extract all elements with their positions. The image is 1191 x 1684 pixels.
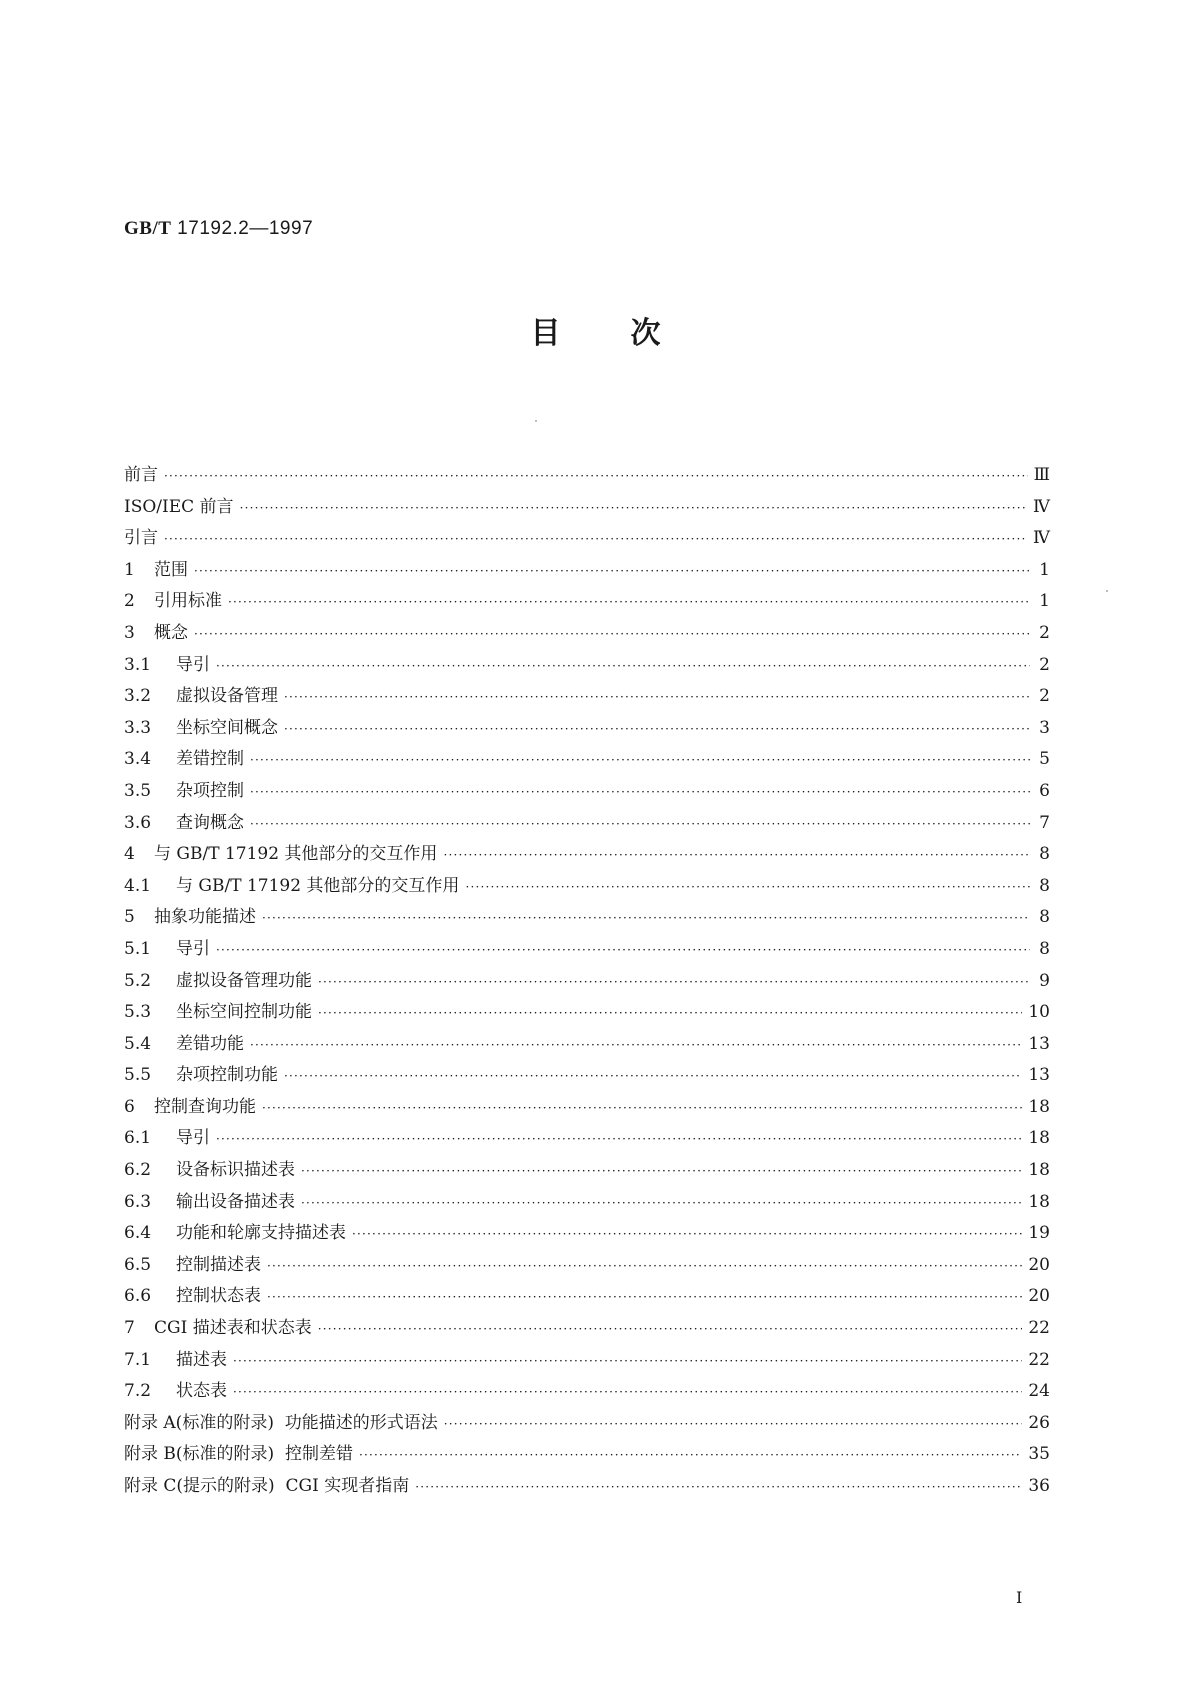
toc-entry-page: 20	[1028, 1286, 1050, 1307]
toc-entry-number: 3.4	[124, 749, 152, 770]
toc-entry-number: 6.4	[124, 1223, 152, 1244]
toc-entry-number: 6.5	[124, 1254, 152, 1275]
toc-entry-page: 1	[1039, 559, 1050, 580]
toc-entry-title: 功能和轮廓支持描述表	[176, 1223, 346, 1244]
toc-entry-number: 4	[124, 844, 135, 865]
toc-entry[interactable]	[124, 1376, 1050, 1408]
toc-leader-dots	[318, 975, 1030, 989]
toc-leader-dots	[301, 1164, 1022, 1178]
toc-entry-title: ISO/IEC 前言	[124, 496, 234, 517]
toc-entry-title: 导引	[176, 1128, 210, 1149]
toc-leader-dots	[352, 1227, 1022, 1241]
toc-leader-dots	[301, 1196, 1022, 1210]
toc-entry-number: 7.2	[124, 1381, 152, 1402]
toc-entry-title: 差错功能	[176, 1033, 244, 1054]
toc-entry-number: 6.2	[124, 1160, 152, 1181]
toc-entry-page: 9	[1039, 970, 1050, 991]
toc-leader-dots	[228, 595, 1030, 609]
toc-entry-number: 5.5	[124, 1065, 152, 1086]
toc-entry-title: 导引	[176, 654, 210, 675]
toc-entry-page: Ⅳ	[1033, 528, 1050, 549]
toc-entry-page: 18	[1028, 1191, 1050, 1212]
toc-entry[interactable]	[124, 839, 1050, 871]
toc-entry[interactable]	[124, 1029, 1050, 1061]
toc-entry[interactable]	[124, 460, 1050, 492]
toc-entry-page: 35	[1028, 1444, 1050, 1465]
toc-leader-dots	[444, 1417, 1023, 1431]
toc-entry-page: 7	[1039, 812, 1050, 833]
toc-entry-number: 3.2	[124, 686, 152, 707]
toc-entry[interactable]	[124, 871, 1050, 903]
toc-entry-title: 与 GB/T 17192 其他部分的交互作用	[154, 844, 438, 865]
toc-entry-number: 3.6	[124, 812, 152, 833]
toc-entry-title: 引用标准	[154, 591, 222, 612]
toc-entry-title: 坐标空间控制功能	[176, 1002, 312, 1023]
toc-entry-number: 5.1	[124, 938, 152, 959]
toc-leader-dots	[284, 1069, 1022, 1083]
toc-entry[interactable]	[124, 681, 1050, 713]
toc-entry-number: 7	[124, 1318, 135, 1339]
toc-entry[interactable]	[124, 1439, 1050, 1471]
toc-entry[interactable]	[124, 618, 1050, 650]
toc-entry-page: 6	[1039, 780, 1050, 801]
toc-leader-dots	[250, 817, 1030, 831]
toc-entry[interactable]	[124, 1250, 1050, 1282]
toc-entry-title: 虚拟设备管理功能	[176, 970, 312, 991]
toc-entry[interactable]	[124, 1281, 1050, 1313]
toc-entry-title: 导引	[176, 938, 210, 959]
toc-entry-number: 6.1	[124, 1128, 152, 1149]
toc-entry[interactable]	[124, 934, 1050, 966]
toc-entry-page: 24	[1028, 1381, 1050, 1402]
toc-leader-dots	[233, 1354, 1022, 1368]
toc-entry-number: 5	[124, 907, 135, 928]
scan-speck	[1106, 590, 1108, 592]
toc-leader-dots	[318, 1322, 1023, 1336]
toc-entry-page: 5	[1039, 749, 1050, 770]
toc-entry[interactable]	[124, 1060, 1050, 1092]
toc-entry[interactable]	[124, 555, 1050, 587]
toc-entry-page: 22	[1028, 1349, 1050, 1370]
toc-entry[interactable]	[124, 650, 1050, 682]
toc-leader-dots	[216, 1132, 1022, 1146]
toc-leader-dots	[465, 880, 1030, 894]
toc-entry-number: 3	[124, 622, 135, 643]
toc-entry-page: 18	[1028, 1096, 1050, 1117]
toc-entry-page: 2	[1039, 622, 1050, 643]
toc-leader-dots	[415, 1480, 1022, 1494]
toc-entry-page: 2	[1039, 686, 1050, 707]
toc-entry-title: 设备标识描述表	[176, 1160, 295, 1181]
toc-entry[interactable]	[124, 1187, 1050, 1219]
toc-entry[interactable]	[124, 1408, 1050, 1440]
toc-entry-page: Ⅳ	[1033, 496, 1050, 517]
toc-leader-dots	[267, 1290, 1022, 1304]
toc-entry[interactable]	[124, 1471, 1050, 1503]
table-of-contents	[124, 460, 1050, 1503]
toc-entry-number: 6.3	[124, 1191, 152, 1212]
toc-entry-title: 与 GB/T 17192 其他部分的交互作用	[176, 875, 460, 896]
toc-leader-dots	[250, 785, 1030, 799]
toc-entry-page: 19	[1028, 1223, 1050, 1244]
toc-entry-number: 4.1	[124, 875, 152, 896]
toc-entry-title: 附录 B(标准的附录) 控制差错	[124, 1444, 353, 1465]
toc-entry-page: 8	[1039, 907, 1050, 928]
toc-entry-title: 输出设备描述表	[176, 1191, 295, 1212]
toc-entry-number: 7.1	[124, 1349, 152, 1370]
toc-leader-dots	[216, 943, 1030, 957]
standard-code	[124, 218, 313, 240]
toc-entry[interactable]	[124, 586, 1050, 618]
toc-leader-dots	[194, 627, 1030, 641]
toc-entry[interactable]	[124, 808, 1050, 840]
toc-entry-page: 36	[1028, 1476, 1050, 1496]
toc-leader-dots	[262, 1101, 1022, 1115]
toc-leader-dots	[164, 532, 1027, 546]
toc-entry-title: 前言	[124, 465, 158, 485]
toc-entry-page: 20	[1028, 1254, 1050, 1275]
toc-entry[interactable]	[124, 997, 1050, 1029]
toc-entry-title: 差错控制	[176, 749, 244, 770]
toc-leader-dots	[284, 722, 1030, 736]
standard-prefix: GB/T	[124, 218, 172, 239]
toc-entry-number: 5.2	[124, 970, 152, 991]
toc-entry-page: 2	[1039, 654, 1050, 675]
toc-entry-page: 18	[1028, 1128, 1050, 1149]
toc-entry-title: 状态表	[176, 1381, 227, 1402]
toc-leader-dots	[250, 753, 1030, 767]
toc-entry-page: 10	[1028, 1002, 1050, 1023]
toc-entry-title: 引言	[124, 528, 158, 549]
toc-entry[interactable]	[124, 902, 1050, 934]
toc-entry-title: 杂项控制功能	[176, 1065, 278, 1086]
toc-entry-number: 2	[124, 591, 135, 612]
page-folio: I	[1016, 1588, 1023, 1607]
toc-entry-number: 1	[124, 559, 135, 580]
toc-entry-number: 3.3	[124, 717, 152, 738]
toc-entry-title: 控制状态表	[176, 1286, 261, 1307]
toc-entry-title: 坐标空间概念	[176, 717, 278, 738]
toc-entry-page: 8	[1039, 938, 1050, 959]
toc-leader-dots	[262, 911, 1030, 925]
toc-entry-title: 杂项控制	[176, 780, 244, 801]
toc-entry-title: 虚拟设备管理	[176, 686, 278, 707]
toc-entry[interactable]	[124, 1345, 1050, 1377]
toc-leader-dots	[318, 1006, 1022, 1020]
scan-speck	[535, 420, 537, 422]
toc-entry[interactable]	[124, 1218, 1050, 1250]
page-title: 目次	[530, 316, 731, 351]
toc-entry-page: 22	[1028, 1318, 1050, 1339]
toc-entry-title: 控制查询功能	[154, 1096, 256, 1117]
toc-leader-dots	[194, 564, 1030, 578]
toc-entry-title: 控制描述表	[176, 1254, 261, 1275]
toc-entry-number: 3.1	[124, 654, 152, 675]
toc-entry-title: 概念	[154, 622, 188, 643]
toc-entry-title: 附录 C(提示的附录) CGI 实现者指南	[124, 1476, 410, 1496]
toc-entry-title: 范围	[154, 559, 188, 580]
toc-entry[interactable]	[124, 1123, 1050, 1155]
toc-entry[interactable]	[124, 744, 1050, 776]
toc-entry[interactable]	[124, 1313, 1050, 1345]
toc-entry[interactable]	[124, 523, 1050, 555]
toc-leader-dots	[216, 659, 1030, 673]
toc-entry-page: 8	[1039, 844, 1050, 865]
toc-entry-page: 13	[1028, 1033, 1050, 1054]
toc-entry-title: 描述表	[176, 1349, 227, 1370]
toc-entry-title: 附录 A(标准的附录) 功能描述的形式语法	[124, 1412, 438, 1433]
toc-entry-number: 5.3	[124, 1002, 152, 1023]
toc-entry-page: Ⅲ	[1033, 465, 1050, 485]
toc-leader-dots	[443, 848, 1030, 862]
toc-entry[interactable]	[124, 966, 1050, 998]
toc-leader-dots	[240, 501, 1027, 515]
toc-leader-dots	[164, 469, 1028, 483]
toc-entry-title: CGI 描述表和状态表	[154, 1318, 312, 1339]
toc-entry[interactable]	[124, 713, 1050, 745]
toc-entry-number: 6	[124, 1096, 135, 1117]
toc-entry-page: 18	[1028, 1160, 1050, 1181]
toc-leader-dots	[233, 1385, 1022, 1399]
toc-entry[interactable]	[124, 1155, 1050, 1187]
toc-entry-number: 6.6	[124, 1286, 152, 1307]
toc-entry-number: 5.4	[124, 1033, 152, 1054]
toc-leader-dots	[250, 1038, 1022, 1052]
toc-leader-dots	[359, 1448, 1022, 1462]
toc-entry[interactable]	[124, 1092, 1050, 1124]
toc-entry-number: 3.5	[124, 780, 152, 801]
toc-leader-dots	[284, 690, 1030, 704]
toc-entry-page: 8	[1039, 875, 1050, 896]
standard-number: 17192.2—1997	[171, 218, 314, 239]
toc-entry[interactable]	[124, 776, 1050, 808]
toc-entry-page: 26	[1028, 1412, 1050, 1433]
toc-leader-dots	[267, 1259, 1022, 1273]
toc-entry-page: 13	[1028, 1065, 1050, 1086]
toc-entry-page: 3	[1039, 717, 1050, 738]
toc-entry-title: 查询概念	[176, 812, 244, 833]
toc-entry-page: 1	[1039, 591, 1050, 612]
toc-entry[interactable]	[124, 492, 1050, 524]
toc-entry-title: 抽象功能描述	[154, 907, 256, 928]
